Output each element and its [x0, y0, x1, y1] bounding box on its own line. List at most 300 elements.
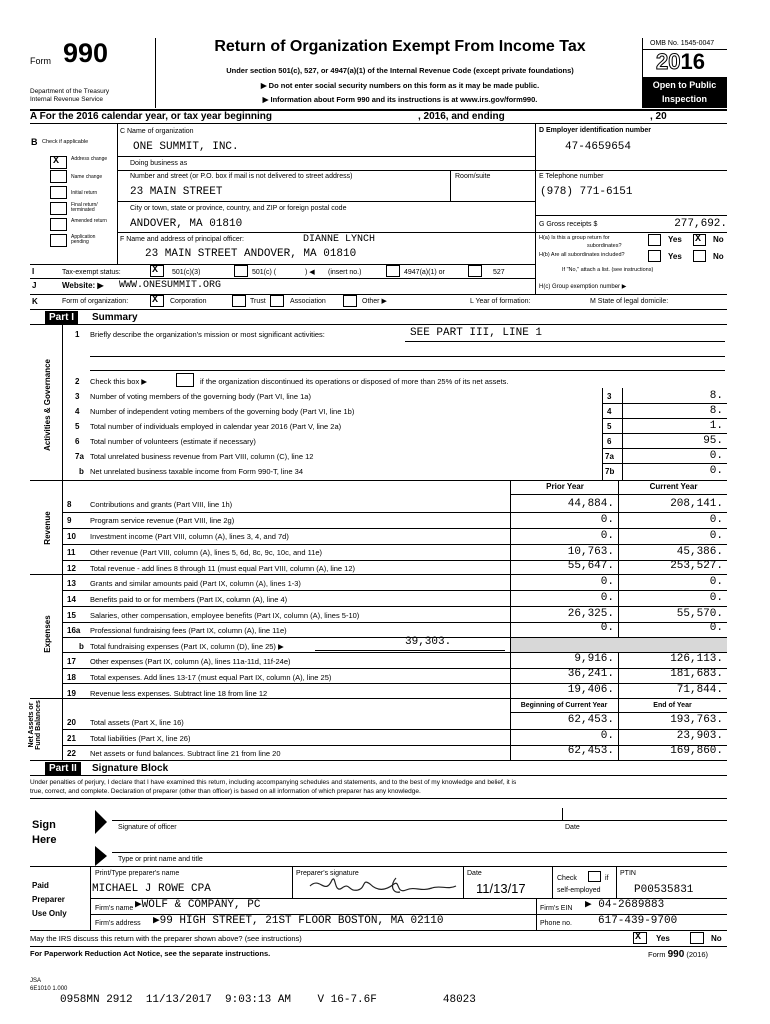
- room-label: Room/suite: [455, 173, 491, 180]
- d-rule-3: [535, 232, 727, 233]
- ein-value: 47-4659654: [565, 141, 632, 153]
- hb-yes-label: Yes: [668, 252, 682, 261]
- checkbox-4947[interactable]: [386, 265, 400, 277]
- header-divider-left: [155, 38, 156, 108]
- part-i-tag: Part I: [45, 311, 78, 325]
- label-trust: Trust: [250, 298, 266, 305]
- omb-number: OMB No. 1545-0047: [650, 40, 715, 47]
- dba-label: Doing business as: [130, 160, 188, 167]
- c-rule-4: [117, 232, 535, 233]
- dept-line1: Department of the Treasury: [30, 88, 110, 95]
- line-1-fill-3: [90, 370, 725, 371]
- form-ref-2: 990: [667, 949, 685, 960]
- side-label-expenses: Expenses: [43, 615, 52, 653]
- checkbox-other[interactable]: [343, 295, 357, 307]
- preparer-name: MICHAEL J ROWE CPA: [92, 883, 211, 895]
- perjury-line-1: Under penalties of perjury, I declare that I have examined this return, including accompanying schedules and statements, and to the best of my knowledge and belief, it is: [30, 779, 517, 786]
- line-box: 5: [607, 422, 612, 431]
- label-corporation: Corporation: [170, 298, 207, 305]
- hb-note: If "No," attach a list. (see instructions): [562, 267, 654, 273]
- form-subtitle-2: ▶ Do not enter social security numbers on this form as it may be made public.: [260, 81, 540, 90]
- part-ii-title: Signature Block: [92, 763, 169, 774]
- line-a-rule: [30, 123, 727, 124]
- line-j-rule: [30, 294, 727, 295]
- exp-grid-3: [62, 622, 727, 623]
- ha-no-label: No: [713, 235, 724, 244]
- jsa-label: JSA: [30, 978, 42, 984]
- prior-value: 0.: [600, 592, 614, 604]
- prior-value: 19,406.: [567, 684, 614, 696]
- line-text: Total revenue - add lines 8 through 11 (must equal Part VIII, column (A), line 12): [90, 564, 355, 573]
- prior-value: 62,453.: [567, 714, 614, 726]
- b-check-label: Check if applicable: [42, 139, 89, 145]
- line-value: 0.: [709, 465, 723, 477]
- part-i-rule: [30, 324, 727, 325]
- hb-label: H(b) Are all subordinates included?: [539, 252, 625, 258]
- line-j-label: J: [32, 281, 37, 290]
- tax-year-suffix: 16: [680, 49, 705, 74]
- paid-label-3: Use Only: [32, 909, 67, 918]
- firm-address: ▶99 HIGH STREET, 21ST FLOOR BOSTON, MA 02110: [153, 915, 444, 927]
- corporation-mark: X: [152, 295, 159, 306]
- b-column-rule: [117, 123, 118, 264]
- d-rule-1: [535, 170, 727, 171]
- line-num: 21: [67, 734, 76, 743]
- prior-value: 55,647.: [567, 560, 614, 572]
- ha-no-mark: X: [695, 234, 702, 245]
- f-officer-label: F Name and address of principal officer:: [120, 236, 244, 243]
- hc-label: H(c) Group exemption number ▶: [539, 284, 627, 290]
- form-subtitle-3: ▶ Information about Form 990 and its instructions is at www.irs.gov/form990.: [262, 95, 538, 104]
- gross-receipts-value: 277,692.: [674, 218, 727, 230]
- line-2-rest: if the organization discontinued its operations or disposed of more than 25% of its net assets.: [200, 377, 509, 386]
- line-num: b: [79, 467, 84, 476]
- line-text: Other revenue (Part VIII, column (A), lines 5, 6d, 8c, 9c, 10c, and 11e): [90, 548, 323, 557]
- ptin-value: P00535831: [634, 884, 694, 896]
- m-state-label: M State of legal domicile:: [590, 298, 669, 305]
- line-text: Benefits paid to or for members (Part IX, column (A), line 4): [90, 595, 288, 604]
- label-4947: 4947(a)(1) or: [404, 269, 445, 276]
- line-num: 6: [75, 437, 80, 446]
- current-value: 45,386.: [676, 546, 723, 558]
- c-rule-3: [117, 201, 535, 202]
- current-value: 0.: [709, 514, 723, 526]
- checkbox-discontinued[interactable]: [176, 373, 194, 387]
- d-rule-2: [535, 215, 727, 216]
- perjury-rule: [30, 798, 727, 799]
- checkbox-application-pending[interactable]: [50, 234, 67, 247]
- current-value: 23,903.: [676, 730, 723, 742]
- line-16b-text: Total fundraising expenses (Part IX, column (D), line 25) ▶: [90, 642, 284, 651]
- form-label: Form: [30, 56, 51, 66]
- current-value: 0.: [709, 622, 723, 634]
- line-text: Total expenses. Add lines 13-17 (must equal Part IX, column (A), line 25): [90, 673, 332, 682]
- current-value: 0.: [709, 530, 723, 542]
- net-grid-1: [62, 729, 727, 730]
- firm-ein: ▶ 04-2689883: [585, 899, 665, 911]
- form-number: 990: [63, 38, 109, 68]
- type-name-label: Type or print name and title: [118, 856, 203, 863]
- line-text: Program service revenue (Part VIII, line 2g): [90, 516, 235, 525]
- line-num: 11: [67, 548, 76, 557]
- sign-label-1: Sign: [32, 819, 56, 831]
- website-label: Website: ▶: [62, 281, 104, 290]
- c-name-label: C Name of organization: [120, 128, 194, 135]
- preparer-date-divider: [463, 866, 464, 898]
- line-num: 12: [67, 564, 76, 573]
- officer-address: 23 MAIN STREET ANDOVER, MA 01810: [145, 248, 357, 260]
- line-num: 19: [67, 689, 76, 698]
- side-label-net-assets: Net Assets or Fund Balances: [28, 700, 42, 750]
- label-501c-arrow: ) ◀: [305, 269, 315, 276]
- col-header-rule: [510, 494, 727, 495]
- form-title: Return of Organization Exempt From Income Tax: [214, 38, 586, 55]
- prior-value: 26,325.: [567, 608, 614, 620]
- line-text: Total number of volunteers (estimate if necessary): [90, 437, 256, 446]
- discuss-no-label: No: [711, 934, 722, 943]
- gov-box-right: [622, 388, 623, 481]
- prior-value: 0.: [600, 730, 614, 742]
- ha-yes-label: Yes: [668, 235, 682, 244]
- if-label: if: [605, 875, 609, 882]
- firm-address-label: Firm's address: [95, 920, 141, 927]
- line-text: Total assets (Part X, line 16): [90, 718, 184, 727]
- hb-no-label: No: [713, 252, 724, 261]
- officer-date-divider: [562, 808, 563, 820]
- gov-grid-1: [602, 403, 727, 404]
- preparer-date-label: Date: [467, 870, 482, 877]
- discuss-question: May the IRS discuss this return with the preparer shown above? (see instructions): [30, 934, 302, 943]
- preparer-name-label: Print/Type preparer's name: [95, 870, 180, 877]
- paperwork-notice: For Paperwork Reduction Act Notice, see the separate instructions.: [30, 949, 271, 958]
- current-value: 208,141.: [670, 498, 723, 510]
- line-num: 7a: [75, 452, 84, 461]
- discuss-yes-mark: X: [635, 932, 642, 943]
- form-ref-1: Form: [648, 950, 666, 959]
- line-num: 22: [67, 749, 76, 758]
- prior-value: 62,453.: [567, 745, 614, 757]
- d-column-rule: [535, 123, 536, 294]
- side-label-revenue: Revenue: [43, 511, 52, 545]
- line-2-num: 2: [75, 377, 80, 386]
- line-text: Investment income (Part VIII, column (A), lines 3, 4, and 7d): [90, 532, 289, 541]
- current-value: 0.: [709, 592, 723, 604]
- side-column-rule: [62, 324, 63, 761]
- line-box: 7b: [605, 467, 615, 476]
- exp-grid-1: [62, 590, 727, 591]
- tax-exempt-status-label: Tax-exempt status:: [62, 269, 121, 276]
- hb-yes-checkbox[interactable]: [648, 250, 661, 262]
- discuss-yes-label: Yes: [656, 934, 670, 943]
- net-header-rule: [510, 712, 727, 713]
- tax-year-prefix: 20: [656, 49, 681, 74]
- current-value: 181,683.: [670, 668, 723, 680]
- e-phone-label: E Telephone number: [539, 173, 604, 180]
- line-text: Contributions and grants (Part VIII, line 1h): [90, 500, 233, 509]
- label-final-return: Final return/ terminated: [71, 202, 98, 213]
- gov-section-rule: [30, 480, 727, 481]
- prior-value: 0.: [600, 514, 614, 526]
- ha-yes-checkbox[interactable]: [648, 234, 661, 246]
- checkbox-final-return[interactable]: [50, 202, 67, 215]
- label-other: Other ▶: [362, 298, 387, 305]
- g-gross-label: G Gross receipts $: [539, 221, 598, 228]
- current-year-header: Current Year: [649, 482, 698, 491]
- exp-grid-5: [62, 652, 727, 653]
- boy-header: Beginning of Current Year: [520, 702, 608, 709]
- prior-value: 0.: [600, 576, 614, 588]
- prior-value: 10,763.: [567, 546, 614, 558]
- line-16b-num: b: [79, 642, 84, 651]
- checkbox-amended-return[interactable]: [50, 218, 67, 231]
- line-text: Professional fundraising fees (Part IX, column (A), line 11e): [90, 626, 287, 635]
- officer-name: DIANNE LYNCH: [303, 234, 376, 245]
- line-text: Total unrelated business revenue from Part VIII, column (C), line 12: [90, 452, 314, 461]
- line-num: 4: [75, 407, 80, 416]
- self-employed-checkbox[interactable]: [588, 871, 601, 882]
- org-name: ONE SUMMIT, INC.: [133, 141, 239, 153]
- phone-value: (978) 771-6151: [540, 186, 633, 198]
- paid-label-2: Preparer: [32, 895, 65, 904]
- type-arrow-icon: [95, 846, 107, 866]
- checkbox-527[interactable]: [468, 265, 482, 277]
- label-insert-no: (insert no.): [328, 269, 362, 276]
- form-ref-3: (2016): [686, 950, 709, 959]
- line-text: Total number of individuals employed in calendar year 2016 (Part V, line 2a): [90, 422, 342, 431]
- line-box: 6: [607, 437, 612, 446]
- eoy-header: End of Year: [653, 702, 692, 709]
- gov-grid-2: [602, 418, 727, 419]
- gov-grid-3: [602, 433, 727, 434]
- line-num: 15: [67, 611, 76, 620]
- line-k-label: K: [32, 297, 38, 306]
- line-text: Net assets or fund balances. Subtract line 21 from line 20: [90, 749, 281, 758]
- net-grid-2: [62, 745, 727, 746]
- line-box: 7a: [605, 452, 614, 461]
- room-divider: [450, 170, 451, 201]
- d-ein-label: D Employer identification number: [539, 127, 652, 134]
- exp-grid-4: [62, 637, 727, 638]
- prior-value: 0.: [600, 622, 614, 634]
- label-527: 527: [493, 269, 505, 276]
- line-1-fill-2: [90, 356, 725, 357]
- line-num: 9: [67, 516, 72, 525]
- c-rule-2: [117, 170, 535, 171]
- rev-grid-4: [62, 560, 727, 561]
- checkbox-initial-return[interactable]: [50, 186, 67, 199]
- current-value: 193,763.: [670, 714, 723, 726]
- dept-line2: Internal Revenue Service: [30, 96, 103, 103]
- discuss-rule: [30, 946, 727, 947]
- line-2-text: Check this box ▶: [90, 377, 148, 386]
- line-1-text: Briefly describe the organization's mission or most significant activities:: [90, 330, 325, 339]
- check-label: Check: [557, 875, 577, 882]
- preparer-ptin-divider: [616, 866, 617, 898]
- paid-label-1: Paid: [32, 881, 49, 890]
- line-16b-underline: [315, 650, 505, 651]
- line-num: 14: [67, 595, 76, 604]
- line-value: 1.: [709, 420, 723, 432]
- checkbox-501c[interactable]: [234, 265, 248, 277]
- preparer-sig-label: Preparer's signature: [296, 870, 359, 877]
- officer-signature-line[interactable]: [112, 820, 727, 821]
- jsa-code: 6E1010 1.000: [30, 986, 68, 992]
- line-1-fill-1: [405, 341, 725, 342]
- firm-name-label: Firm's name: [95, 905, 134, 912]
- street-label: Number and street (or P.O. box if mail is not delivered to street address): [130, 173, 353, 180]
- checkbox-association[interactable]: [270, 295, 284, 307]
- 501c3-mark: X: [152, 265, 159, 276]
- current-value: 126,113.: [670, 653, 723, 665]
- firm-name: ▶WOLF & COMPANY, PC: [135, 899, 261, 911]
- line-value: 8.: [709, 390, 723, 402]
- exp-grid-2: [62, 606, 727, 607]
- l-year-label: L Year of formation:: [470, 298, 531, 305]
- discuss-no-checkbox[interactable]: [690, 932, 704, 944]
- line-box: 3: [607, 392, 612, 401]
- control-line: 0958MN 2912 11/13/2017 9:03:13 AM V 16-7.6F 48023: [60, 994, 476, 1006]
- firm-phone: 617-439-9700: [598, 915, 678, 927]
- line-a-label: A For the 2016 calendar year, or tax year beginning: [30, 111, 272, 122]
- line-i-rule: [30, 278, 535, 279]
- org-street: 23 MAIN STREET: [130, 186, 223, 198]
- current-value: 55,570.: [676, 608, 723, 620]
- label-amended-return: Amended return: [71, 218, 107, 224]
- b-label: B: [31, 137, 38, 147]
- current-value: 253,527.: [670, 560, 723, 572]
- prior-value: 9,916.: [574, 653, 614, 665]
- rev-grid-1: [62, 512, 727, 513]
- form-of-org-label: Form of organization:: [62, 298, 129, 305]
- org-city: ANDOVER, MA 01810: [130, 218, 243, 230]
- prior-value: 0.: [600, 530, 614, 542]
- ptin-label: PTIN: [620, 870, 636, 877]
- gov-box-left: [602, 388, 603, 481]
- firm-phone-label: Phone no.: [540, 920, 572, 927]
- sign-section-rule: [30, 866, 727, 867]
- line-num: 16a: [67, 626, 81, 635]
- line-a-end: , 20: [650, 111, 667, 122]
- label-association: Association: [290, 298, 326, 305]
- line-text: Number of voting members of the governing body (Part VI, line 1a): [90, 392, 311, 401]
- website-value: WWW.ONESUMMIT.ORG: [119, 280, 222, 291]
- tax-year: [656, 51, 705, 73]
- line-num: 18: [67, 673, 76, 682]
- part-i-title: Summary: [92, 312, 138, 323]
- line-text: Revenue less expenses. Subtract line 18 from line 12: [90, 689, 268, 698]
- line-value: 0.: [709, 450, 723, 462]
- firm-ein-label: Firm's EIN: [540, 905, 573, 912]
- label-501c: 501(c) (: [252, 269, 277, 276]
- form-reference: [648, 950, 708, 960]
- line-16b-value: 39,303.: [405, 636, 452, 648]
- open-to-public-line1: Open to Public: [652, 80, 717, 90]
- line-1-num: 1: [75, 330, 80, 339]
- type-name-line[interactable]: [112, 852, 727, 853]
- checkbox-name-change[interactable]: [50, 170, 67, 183]
- part-ii-tag: Part II: [45, 762, 81, 776]
- sign-label-2: Here: [32, 834, 57, 846]
- side-label-governance: Activities & Governance: [43, 358, 52, 452]
- line-16b-shade: [511, 638, 727, 652]
- exp-grid-7: [62, 683, 727, 684]
- officer-signature-label: Signature of officer: [118, 824, 177, 831]
- rev-grid-2: [62, 528, 727, 529]
- label-501c3: 501(c)(3): [172, 269, 201, 276]
- line-text: Salaries, other compensation, employee benefits (Part IX, column (A), lines 5-10): [90, 611, 360, 620]
- ha-label: H(a) Is this a group return for: [539, 235, 610, 241]
- form-subtitle-1: Under section 501(c), 527, or 4947(a)(1) of the Internal Revenue Code (except private foundations): [226, 66, 574, 75]
- preparer-sig-divider: [292, 866, 293, 898]
- open-to-public-line2: Inspection: [661, 94, 707, 104]
- line-a-mid: , 2016, and ending: [418, 111, 505, 122]
- line-text: Net unrelated business taxable income from Form 990-T, line 34: [90, 467, 304, 476]
- city-label: City or town, state or province, country, and ZIP or foreign postal code: [130, 205, 347, 212]
- label-initial-return: Initial return: [71, 190, 98, 196]
- line-num: 3: [75, 392, 80, 401]
- line-1-value: SEE PART III, LINE 1: [410, 327, 543, 339]
- line-i-label: I: [32, 267, 35, 276]
- sign-arrow-icon: [95, 810, 107, 834]
- line-value: 8.: [709, 405, 723, 417]
- line-num: 8: [67, 500, 72, 509]
- preparer-check-divider: [552, 866, 553, 898]
- line-num: 5: [75, 422, 80, 431]
- line-num: 20: [67, 718, 76, 727]
- preparer-bottom-rule: [30, 930, 727, 931]
- line-text: Total liabilities (Part X, line 26): [90, 734, 191, 743]
- net-section-rule: [30, 760, 727, 761]
- prior-value: 44,884.: [567, 498, 614, 510]
- rev-grid-3: [62, 544, 727, 545]
- line-num: 13: [67, 579, 76, 588]
- prior-value: 36,241.: [567, 668, 614, 680]
- preparer-date: 11/13/17: [476, 881, 526, 896]
- label-application-pending: Application pending: [71, 234, 96, 245]
- line-value: 95.: [703, 435, 723, 447]
- gov-grid-4: [602, 448, 727, 449]
- line-k-rule: [30, 309, 727, 310]
- address-change-mark: X: [53, 156, 60, 167]
- current-value: 0.: [709, 576, 723, 588]
- prior-year-header: Prior Year: [546, 482, 584, 491]
- line-num: 10: [67, 532, 76, 541]
- c-rule-1: [117, 156, 535, 157]
- rev-section-rule: [30, 574, 727, 575]
- current-value: 169,860.: [670, 745, 723, 757]
- officer-date-label: Date: [565, 824, 580, 831]
- line-num: 17: [67, 657, 76, 666]
- self-employed-label: self-employed: [557, 887, 601, 894]
- part-ii-rule: [30, 775, 727, 776]
- ha-sub: subordinates?: [587, 243, 622, 249]
- line-text: Number of independent voting members of the governing body (Part VI, line 1b): [90, 407, 355, 416]
- checkbox-trust[interactable]: [232, 295, 246, 307]
- f-rule: [30, 264, 535, 265]
- line-box: 4: [607, 407, 612, 416]
- hb-no-checkbox[interactable]: [693, 250, 706, 262]
- current-value: 71,844.: [676, 684, 723, 696]
- preparer-signature-image: [300, 872, 460, 898]
- label-name-change: Name change: [71, 174, 103, 180]
- exp-section-rule: [30, 698, 727, 699]
- exp-grid-6: [62, 668, 727, 669]
- line-text: Other expenses (Part IX, column (A), lines 11a-11d, 11f-24e): [90, 657, 291, 666]
- line-text: Grants and similar amounts paid (Part IX, column (A), lines 1-3): [90, 579, 301, 588]
- gov-grid-5: [602, 463, 727, 464]
- label-address-change: Address change: [71, 156, 108, 162]
- perjury-line-2: true, correct, and complete. Declaration of preparer (other than officer) is based on all information of which preparer has any knowledge.: [30, 788, 421, 795]
